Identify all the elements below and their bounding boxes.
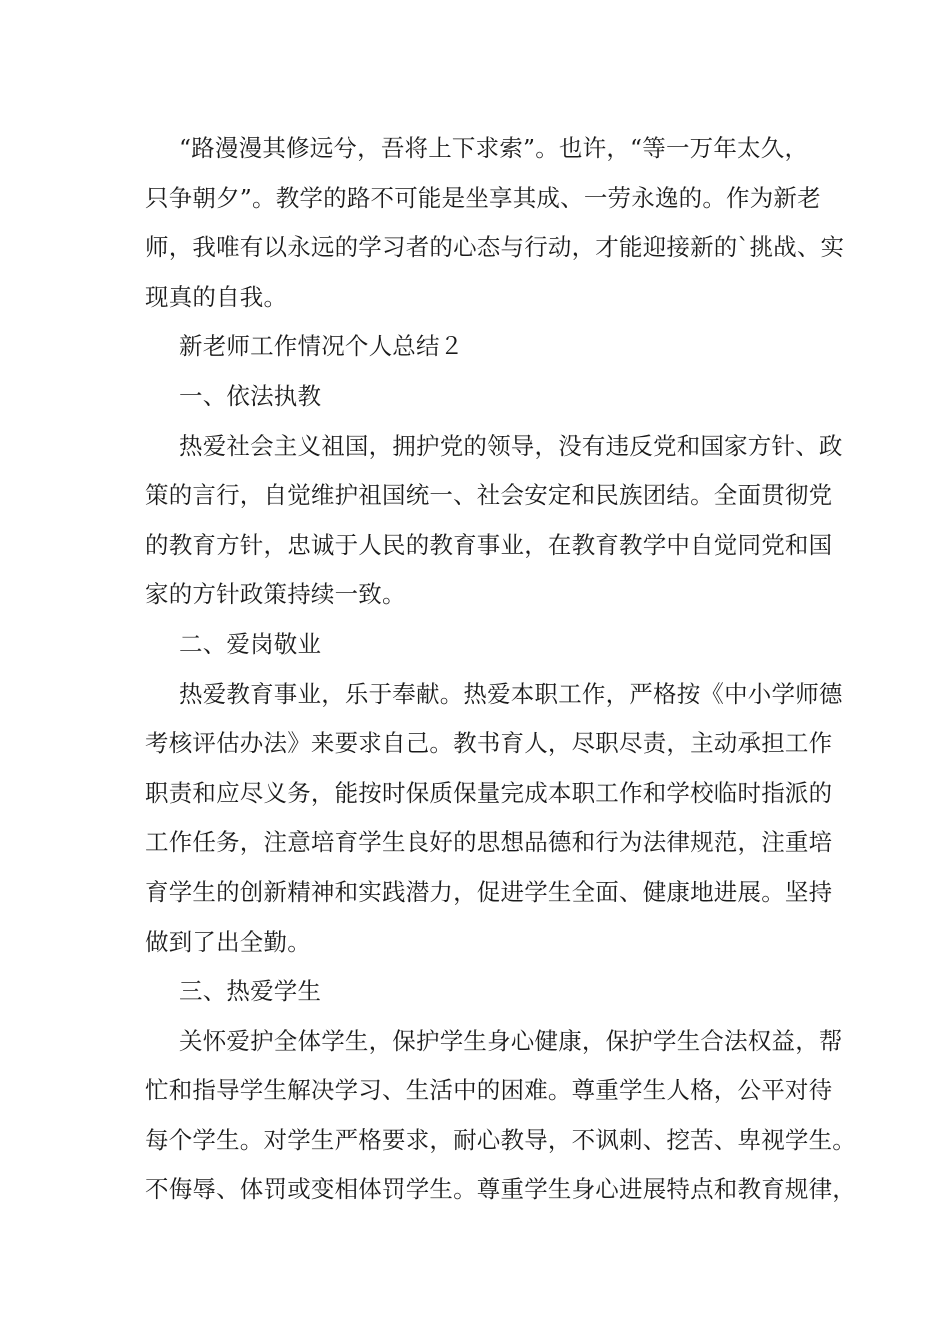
paragraph xyxy=(145,322,820,372)
text-line: 育学生的创新精神和实践潜力，促进学生全面、健康地进展。坚持 xyxy=(145,877,833,906)
text-line: 一、依法执教 xyxy=(179,381,322,410)
text-line: 不侮辱、体罚或变相体罚学生。尊重学生身心进展特点和教育规律， xyxy=(145,1175,856,1204)
text-line: 忙和指导学生解决学习、生活中的困难。尊重学生人格，公平对待 xyxy=(145,1076,833,1105)
paragraph xyxy=(145,620,820,670)
paragraph xyxy=(145,124,845,322)
text-line: 考核评估办法》来要求自己。教书育人，尽职尽责，主动承担工作 xyxy=(145,729,833,758)
text-line: 只争朝夕”。教学的路不可能是坐享其成、一劳永逸的。作为新老 xyxy=(145,183,821,212)
text-line: 关怀爱护全体学生，保护学生身心健康，保护学生合法权益，帮 xyxy=(179,1026,843,1055)
text-line: 职责和应尽义务，能按时保质保量完成本职工作和学校临时指派的 xyxy=(145,778,833,807)
text-line: 热爱社会主义祖国，拥护党的领导，没有违反党和国家方针、政 xyxy=(179,431,843,460)
text-line: 现真的自我。 xyxy=(145,282,288,311)
paragraph xyxy=(145,967,820,1017)
paragraph xyxy=(145,1017,856,1215)
text-line: 每个学生。对学生严格要求，耐心教导，不讽刺、挖苦、卑视学生。 xyxy=(145,1125,856,1154)
text-line: 工作任务，注意培育学生良好的思想品德和行为法律规范，注重培 xyxy=(145,828,833,857)
text-line: 家的方针政策持续一致。 xyxy=(145,580,406,609)
paragraph xyxy=(145,422,843,620)
text-line: 新老师工作情况个人总结２ xyxy=(179,332,464,361)
text-line: 三、热爱学生 xyxy=(179,977,322,1006)
text-line: “路漫漫其修远兮，吾将上下求索”。也许，“等一万年太久， xyxy=(179,134,809,162)
text-line: 做到了出全勤。 xyxy=(145,927,311,956)
text-line: 的教育方针，忠诚于人民的教育事业，在教育教学中自觉同党和国 xyxy=(145,530,833,559)
text-line: 热爱教育事业，乐于奉献。热爱本职工作，严格按《中小学师德 xyxy=(179,679,843,708)
text-line: 师，我唯有以永远的学习者的心态与行动，才能迎接新的`挑战、实 xyxy=(145,233,845,262)
text-line: 策的言行，自觉维护祖国统一、社会安定和民族团结。全面贯彻党 xyxy=(145,481,833,510)
text-line: 二、爱岗敬业 xyxy=(179,629,322,658)
document-body xyxy=(145,124,856,1215)
paragraph xyxy=(145,670,843,968)
paragraph xyxy=(145,372,820,422)
